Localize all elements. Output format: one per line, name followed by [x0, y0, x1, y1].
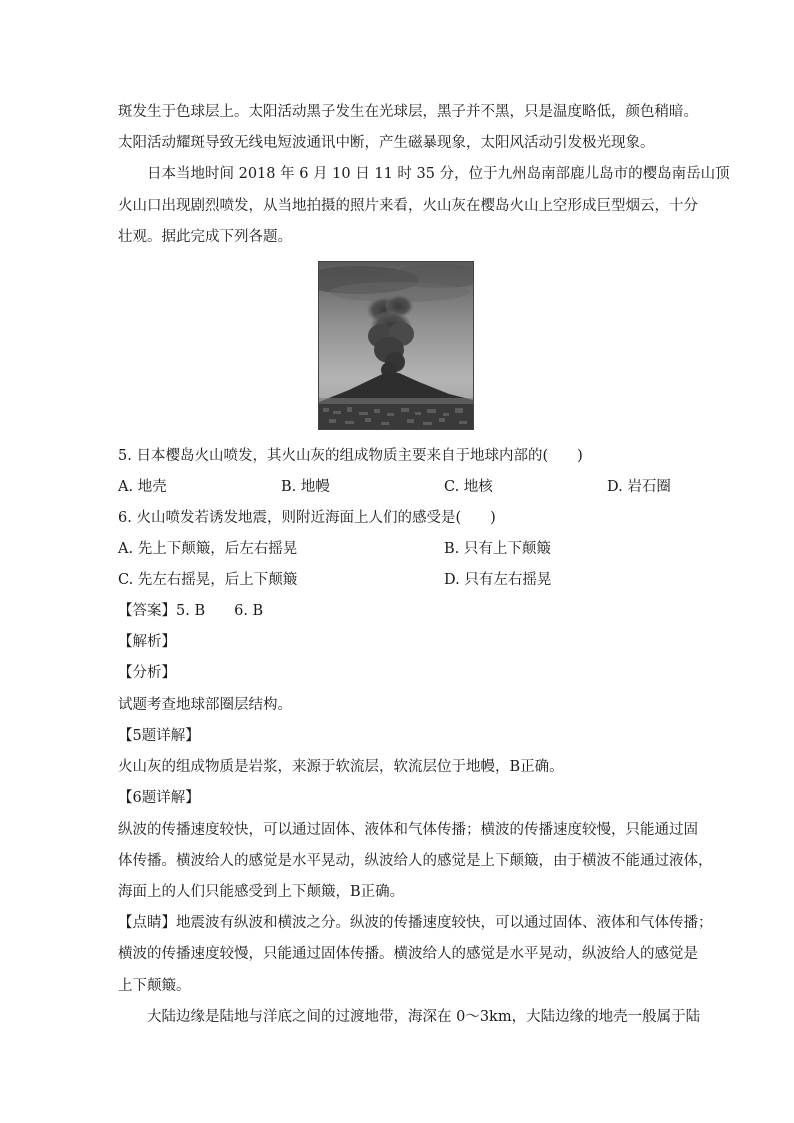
- dianjing-line-3: 上下颠簸。: [118, 978, 191, 994]
- analysis-heading: 【解析】: [118, 634, 176, 650]
- next-passage-line: 大陆边缘是陆地与洋底之间的过渡地带，海深在 0～3km，大陆边缘的地壳一般属于陆: [147, 1009, 701, 1025]
- dianjing-line-2: 横波的传播速度较慢，只能通过固体传播。横波给人的感觉是水平晃动，纵波给人的感觉是: [118, 946, 698, 962]
- fenxi-heading: 【分析】: [118, 665, 176, 681]
- q6-detail-line-2: 体传播。横波给人的感觉是水平晃动，纵波给人的感觉是上下颠簸，由于横波不能通过液体，: [118, 853, 713, 869]
- q6-option-c: C. 先左右摇晃，后上下颠簸: [118, 572, 298, 588]
- answer-line: 【答案】5. B 6. B: [118, 603, 264, 619]
- intro-line-2: 太阳活动耀斑导致无线电短波通讯中断，产生磁暴现象，太阳风活动引发极光现象。: [118, 135, 655, 151]
- q6-option-b: B. 只有上下颠簸: [444, 541, 551, 557]
- q5-option-b: B. 地幔: [281, 479, 330, 495]
- q6-option-a: A. 先上下颠簸，后左右摇晃: [118, 541, 298, 557]
- q5-option-d: D. 岩石圈: [607, 479, 671, 495]
- passage-line-2: 火山口出现剧烈喷发，从当地拍摄的照片来看，火山灰在樱岛火山上空形成巨型烟云，十分: [118, 198, 698, 214]
- dianjing-line-1: 【点睛】地震波有纵波和横波之分。纵波的传播速度较快，可以通过固体、液体和气体传播；: [118, 915, 713, 931]
- question-6-stem: 6. 火山喷发若诱发地震，则附近海面上人们的感受是( ): [118, 510, 496, 526]
- volcano-photo-graphic: [319, 262, 473, 429]
- q6-detail-heading: 【6题详解】: [118, 790, 200, 806]
- fenxi-text: 试题考查地球部圈层结构。: [118, 697, 292, 713]
- q5-option-a: A. 地壳: [118, 479, 167, 495]
- q5-option-c: C. 地核: [444, 479, 493, 495]
- question-5-stem: 5. 日本樱岛火山喷发，其火山灰的组成物质主要来自于地球内部的( ): [118, 448, 583, 464]
- q6-detail-line-1: 纵波的传播速度较快，可以通过固体、液体和气体传播；横波的传播速度较慢，只能通过固: [118, 822, 698, 838]
- q5-detail-text: 火山灰的组成物质是岩浆，来源于软流层，软流层位于地幔，B正确。: [118, 759, 564, 775]
- intro-line-1: 斑发生于色球层上。太阳活动黑子发生在光球层，黑子并不黑，只是温度略低，颜色稍暗。: [118, 104, 698, 120]
- passage-line-1: 日本当地时间 2018 年 6 月 10 日 11 时 35 分，位于九州岛南部鹿儿岛市的樱岛南岳山顶: [147, 166, 730, 182]
- q6-option-d: D. 只有左右摇晃: [444, 572, 552, 588]
- q6-detail-line-3: 海面上的人们只能感受到上下颠簸，B正确。: [118, 884, 405, 900]
- volcano-eruption-photo: [318, 261, 474, 430]
- q5-detail-heading: 【5题详解】: [118, 728, 200, 744]
- passage-line-3: 壮观。据此完成下列各题。: [118, 229, 292, 245]
